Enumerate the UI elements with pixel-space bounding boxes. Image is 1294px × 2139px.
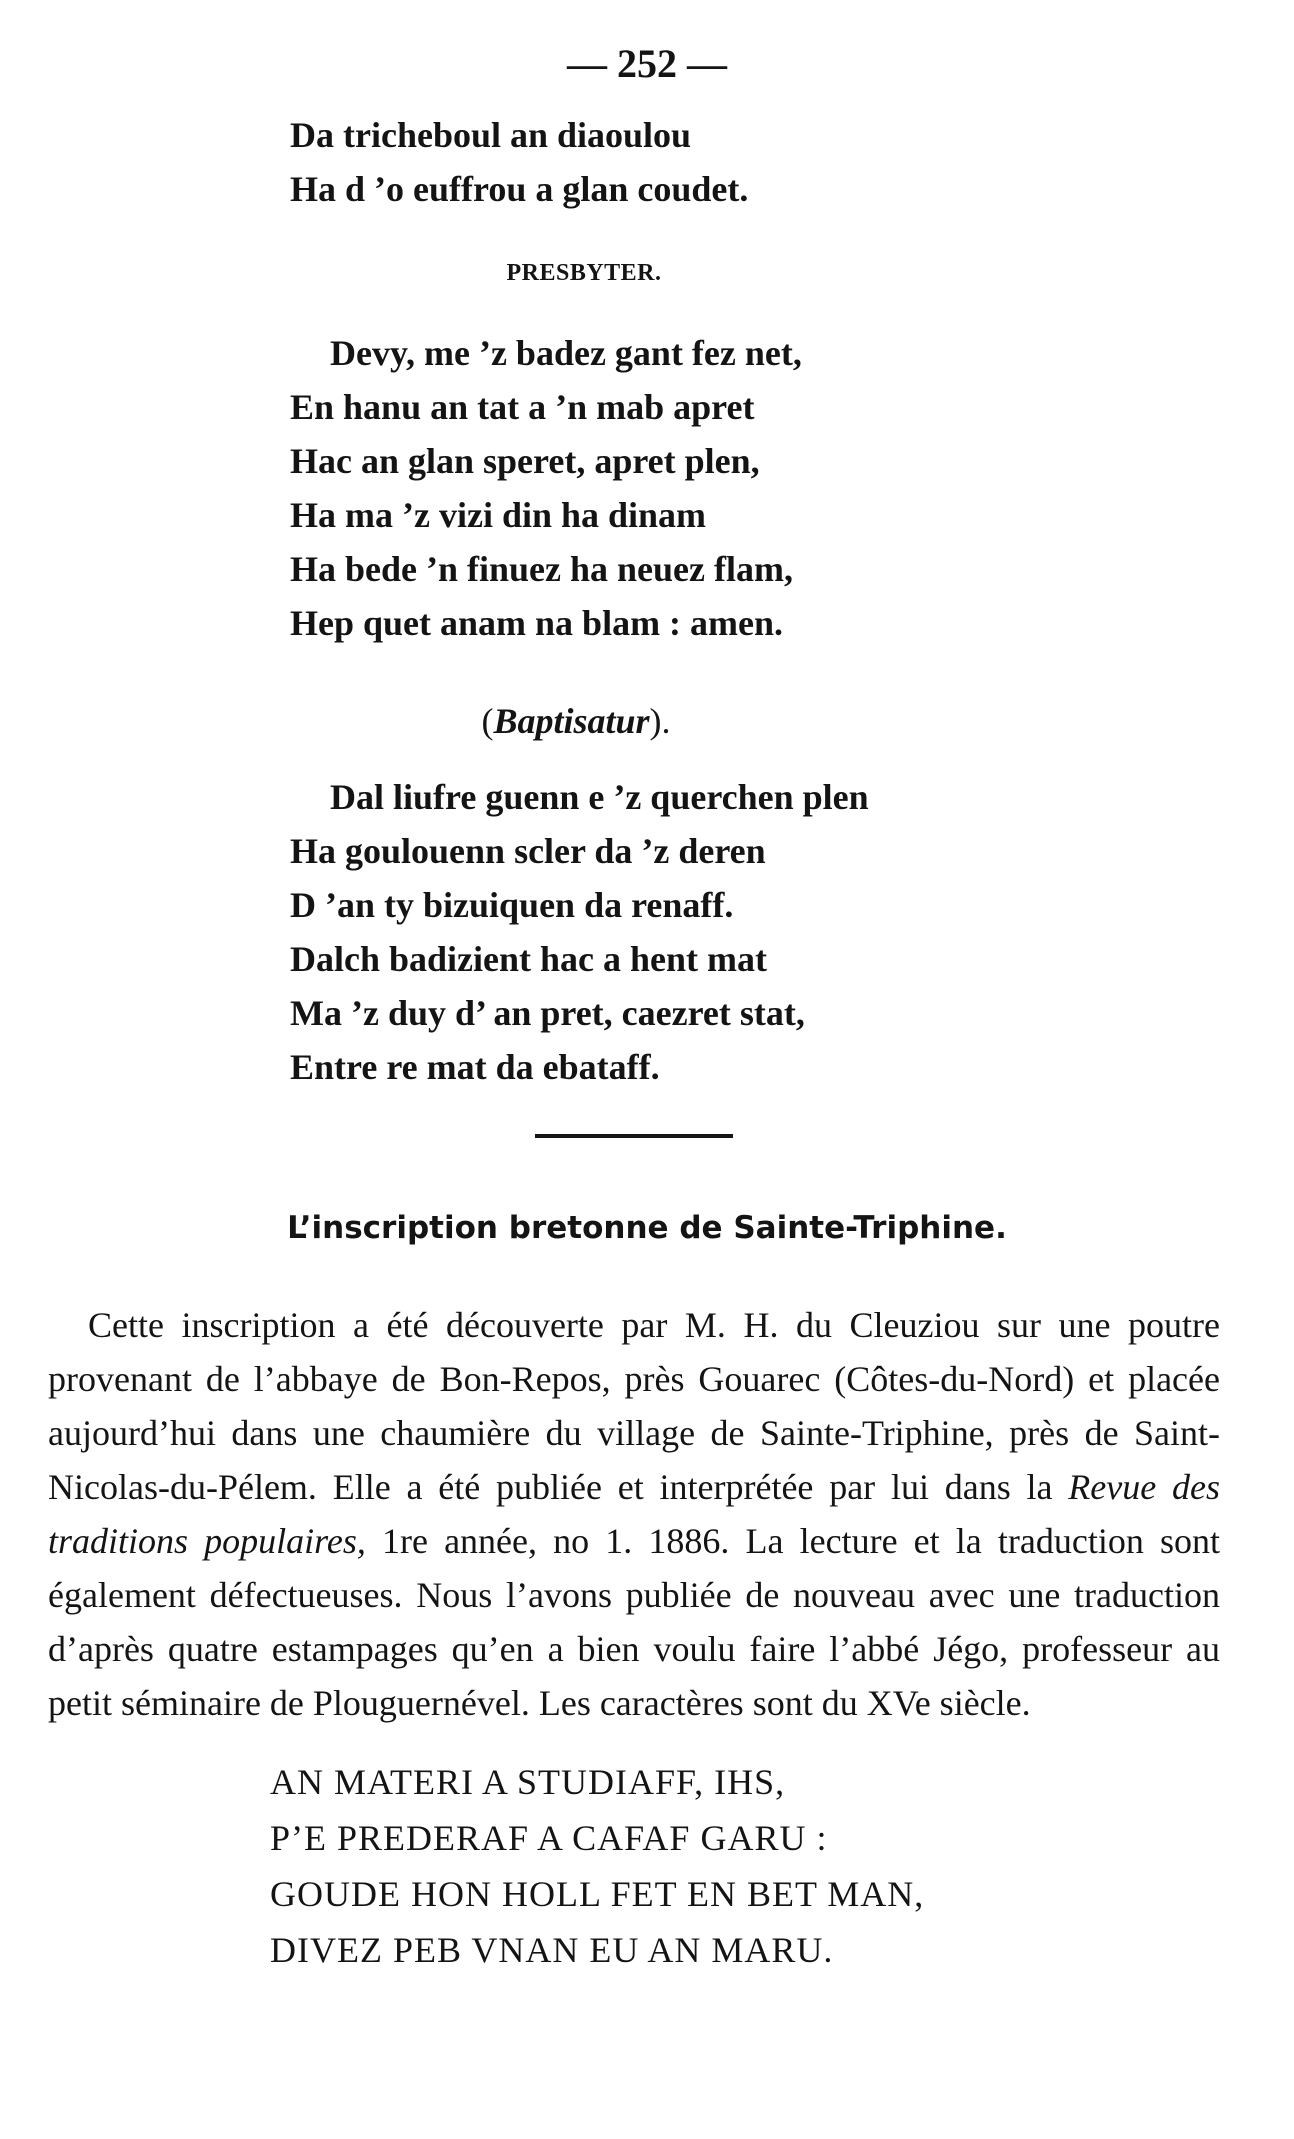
body-paragraph	[48, 1298, 1220, 1730]
verse-line: Ha bede ’n finuez ha neuez flam,	[290, 549, 793, 589]
inscription-line: GOUDE HON HOLL FET EN BET MAN,	[270, 1874, 925, 1914]
verse-stanza-1	[290, 108, 1190, 216]
inscription-text	[270, 1754, 924, 1978]
verse-line: Hep quet anam na blam : amen.	[290, 603, 784, 643]
speaker-label: PRESBYTER.	[506, 260, 662, 286]
inscription-line: AN MATERI A STUDIAFF, IHS,	[270, 1762, 786, 1802]
section-title: L’inscription bretonne de Sainte-Triphine.	[287, 1210, 1007, 1246]
verse-line: Ha ma ’z vizi din ha dinam	[290, 495, 707, 535]
verse-line: Dal liufre guenn e ’z querchen plen	[330, 777, 869, 817]
section-divider	[535, 1134, 733, 1138]
verse-line: D ’an ty bizuiquen da renaff.	[290, 885, 734, 925]
verse-line: Hac an glan speret, apret plen,	[290, 441, 760, 481]
verse-line: Devy, me ’z badez gant fez net,	[330, 333, 802, 373]
journal-title: Revue des traditions populaires,	[48, 1467, 1220, 1561]
page-number: — 252 —	[567, 41, 727, 86]
verse-line: Da tricheboul an diaoulou	[290, 115, 692, 155]
rubric-text: Baptisatur	[493, 701, 650, 741]
rubric: (Baptisatur).	[481, 701, 671, 741]
inscription-line: P’E PREDERAF A CAFAF GARU :	[270, 1818, 828, 1858]
inscription-line: DIVEZ PEB VNAN EU AN MARU.	[270, 1930, 834, 1970]
paragraph-text-1: Cette inscription a été découverte par M. H. du Cleuziou sur une poutre provenant de l’abbaye de Bon-Repos, près Gouarec (Côtes-du-Nord) et placée aujourd’hui dans une chaumière du village de Sainte-Triphine, près de Saint-Nicolas-du-Pélem. Elle a été publiée et interprétée par lui dans la	[48, 1305, 1220, 1507]
verse-line: Ha goulouenn scler da ’z deren	[290, 831, 766, 871]
verse-stanza-2	[290, 326, 1190, 650]
verse-line: Ma ’z duy d’ an pret, caezret stat,	[290, 993, 805, 1033]
verse-line: Ha d ’o euffrou a glan coudet.	[290, 169, 749, 209]
verse-line: Dalch badizient hac a hent mat	[290, 939, 767, 979]
verse-line: En hanu an tat a ’n mab apret	[290, 387, 755, 427]
verse-line: Entre re mat da ebataff.	[290, 1047, 660, 1087]
verse-stanza-3	[290, 770, 1190, 1094]
paragraph-text-2: 1re année, no 1. 1886. La lecture et la traduction sont également défectueuses. Nous l’avons publiée de nouveau avec une traduction d’après quatre estampages qu’en a bien voulu faire l’abbé Jégo, professeur au petit séminaire de Plouguernével. Les caractères sont du XVe siècle.	[48, 1521, 1220, 1723]
